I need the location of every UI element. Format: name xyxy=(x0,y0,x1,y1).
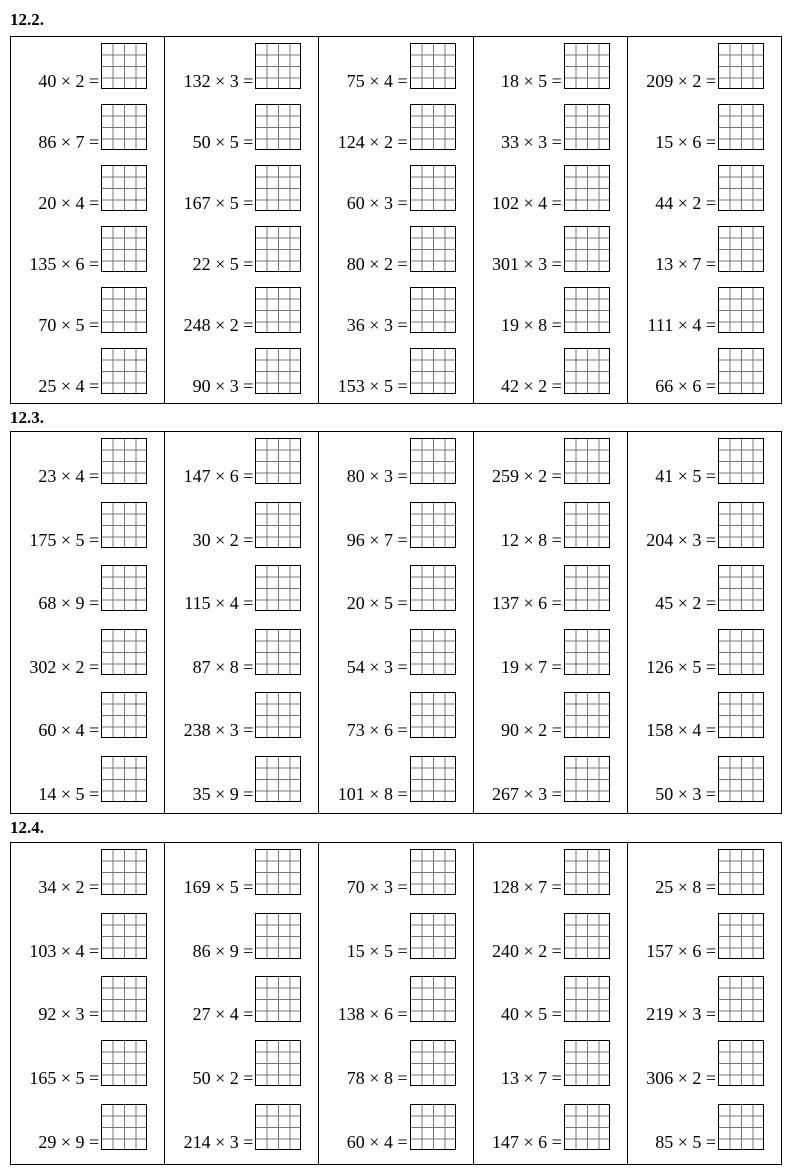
problem xyxy=(501,1038,610,1086)
answer-grid[interactable] xyxy=(410,1104,456,1150)
answer-grid[interactable] xyxy=(255,1040,301,1086)
problem-expression: 50 × 2 = xyxy=(192,1068,254,1088)
answer-grid[interactable] xyxy=(410,104,456,150)
answer-grid[interactable] xyxy=(410,502,456,548)
answer-grid[interactable] xyxy=(564,565,610,611)
answer-grid[interactable] xyxy=(564,104,610,150)
answer-grid[interactable] xyxy=(410,165,456,211)
answer-grid[interactable] xyxy=(410,565,456,611)
problem-expression: 18 × 5 = xyxy=(501,71,562,91)
problem-expression: 70 × 5 = xyxy=(38,315,100,335)
problem-expression: 301 × 3 = xyxy=(492,254,562,274)
problem-expression: 42 × 2 = xyxy=(501,376,562,396)
answer-grid[interactable] xyxy=(101,502,147,548)
problem xyxy=(184,285,302,333)
problem xyxy=(193,224,302,272)
answer-grid[interactable] xyxy=(410,849,456,895)
problem-expression: 132 × 3 = xyxy=(183,71,254,91)
problem xyxy=(492,224,610,272)
answer-grid[interactable] xyxy=(564,849,610,895)
problem xyxy=(184,847,302,895)
problem xyxy=(347,41,456,89)
problem-expression: 30 × 2 = xyxy=(192,530,254,550)
answer-grid[interactable] xyxy=(564,348,610,394)
problem xyxy=(501,41,610,89)
problem xyxy=(184,1102,302,1150)
problem-expression: 70 × 3 = xyxy=(346,877,408,897)
problem-expression: 41 × 5 = xyxy=(655,466,717,486)
problem xyxy=(347,224,456,272)
problem-expression: 153 × 5 = xyxy=(337,376,408,396)
problem xyxy=(193,974,302,1022)
problem xyxy=(655,754,764,802)
problem xyxy=(338,974,456,1022)
problem xyxy=(347,1038,456,1086)
answer-grid[interactable] xyxy=(101,629,147,675)
answer-grid[interactable] xyxy=(718,756,764,802)
exercise-column xyxy=(627,432,781,813)
problem xyxy=(29,911,147,959)
answer-grid[interactable] xyxy=(564,226,610,272)
problem xyxy=(501,627,610,675)
problem-expression: 137 × 6 = xyxy=(492,593,562,613)
problem xyxy=(38,690,147,738)
problem-expression: 209 × 2 = xyxy=(646,71,717,91)
problem xyxy=(646,627,764,675)
problem xyxy=(338,754,456,802)
answer-grid[interactable] xyxy=(101,565,147,611)
problem xyxy=(193,754,302,802)
problem xyxy=(29,224,147,272)
exercise-column xyxy=(473,843,627,1164)
problem xyxy=(38,41,147,89)
problem-expression: 54 × 3 = xyxy=(346,657,408,677)
problem-expression: 165 × 5 = xyxy=(29,1068,100,1088)
answer-grid[interactable] xyxy=(255,502,301,548)
problem-expression: 50 × 5 = xyxy=(192,132,254,152)
problem xyxy=(38,163,147,211)
problem xyxy=(347,847,456,895)
problem xyxy=(646,1038,764,1086)
problem-expression: 96 × 7 = xyxy=(346,530,408,550)
problem-expression: 80 × 2 = xyxy=(346,254,408,274)
exercise-column xyxy=(318,37,472,403)
problem-expression: 103 × 4 = xyxy=(29,941,100,961)
problem-expression: 13 × 7 = xyxy=(501,1068,562,1088)
answer-grid[interactable] xyxy=(410,438,456,484)
problem-expression: 23 × 4 = xyxy=(38,466,100,486)
problem-expression: 90 × 2 = xyxy=(501,720,562,740)
answer-grid[interactable] xyxy=(101,43,147,89)
problem-expression: 35 × 9 = xyxy=(192,784,254,804)
problem-expression: 92 × 3 = xyxy=(38,1004,100,1024)
answer-grid[interactable] xyxy=(718,913,764,959)
problem-expression: 14 × 5 = xyxy=(38,784,100,804)
problem xyxy=(492,436,610,484)
problem-expression: 75 × 4 = xyxy=(346,71,408,91)
answer-grid[interactable] xyxy=(101,849,147,895)
problem-expression: 40 × 5 = xyxy=(501,1004,562,1024)
problem xyxy=(646,690,764,738)
answer-grid[interactable] xyxy=(410,43,456,89)
problem xyxy=(38,346,147,394)
problem-expression: 157 × 6 = xyxy=(646,941,717,961)
problem xyxy=(184,690,302,738)
answer-grid[interactable] xyxy=(564,438,610,484)
exercise-table xyxy=(10,36,782,404)
problem-expression: 19 × 7 = xyxy=(501,657,562,677)
problem-expression: 204 × 3 = xyxy=(646,530,717,550)
answer-grid[interactable] xyxy=(410,348,456,394)
problem-expression: 267 × 3 = xyxy=(492,784,562,804)
problem-expression: 158 × 4 = xyxy=(646,720,717,740)
problem-expression: 115 × 4 = xyxy=(184,593,254,613)
problem-expression: 33 × 3 = xyxy=(501,132,562,152)
problem-expression: 78 × 8 = xyxy=(346,1068,408,1088)
problem-expression: 45 × 2 = xyxy=(655,593,717,613)
problem-expression: 25 × 8 = xyxy=(655,877,717,897)
exercise-column xyxy=(627,843,781,1164)
problem xyxy=(501,500,610,548)
problem-expression: 25 × 4 = xyxy=(38,376,100,396)
problem xyxy=(347,500,456,548)
answer-grid[interactable] xyxy=(718,1104,764,1150)
problem xyxy=(29,1038,147,1086)
answer-grid[interactable] xyxy=(101,165,147,211)
exercise-table xyxy=(10,842,782,1165)
answer-grid[interactable] xyxy=(718,976,764,1022)
answer-grid[interactable] xyxy=(255,756,301,802)
problem-expression: 302 × 2 = xyxy=(29,657,100,677)
problem xyxy=(38,754,147,802)
problem-expression: 15 × 6 = xyxy=(655,132,717,152)
problem-expression: 175 × 5 = xyxy=(29,530,100,550)
exercise-column xyxy=(318,432,472,813)
problem-expression: 214 × 3 = xyxy=(183,1132,254,1152)
problem-expression: 19 × 8 = xyxy=(501,315,562,335)
problem-expression: 167 × 5 = xyxy=(183,193,254,213)
answer-grid[interactable] xyxy=(255,226,301,272)
answer-grid[interactable] xyxy=(718,348,764,394)
answer-grid[interactable] xyxy=(564,287,610,333)
answer-grid[interactable] xyxy=(718,287,764,333)
problem-expression: 240 × 2 = xyxy=(492,941,562,961)
problem xyxy=(492,163,610,211)
problem xyxy=(347,911,456,959)
answer-grid[interactable] xyxy=(718,104,764,150)
problem xyxy=(492,911,610,959)
answer-grid[interactable] xyxy=(718,226,764,272)
problem xyxy=(648,285,764,333)
problem-expression: 27 × 4 = xyxy=(192,1004,254,1024)
problem xyxy=(347,690,456,738)
problem xyxy=(347,1102,456,1150)
problem xyxy=(38,974,147,1022)
problem xyxy=(193,346,302,394)
problem xyxy=(655,102,764,150)
problem xyxy=(38,563,147,611)
problem-expression: 66 × 6 = xyxy=(655,376,717,396)
problem xyxy=(655,1102,764,1150)
answer-grid[interactable] xyxy=(101,976,147,1022)
exercise-column xyxy=(318,843,472,1164)
exercise-column xyxy=(164,37,318,403)
problem-expression: 20 × 5 = xyxy=(346,593,408,613)
problem xyxy=(646,41,764,89)
answer-grid[interactable] xyxy=(718,692,764,738)
answer-grid[interactable] xyxy=(255,438,301,484)
problem xyxy=(492,754,610,802)
exercise-column xyxy=(164,843,318,1164)
problem-expression: 36 × 3 = xyxy=(346,315,408,335)
problem-expression: 15 × 5 = xyxy=(346,941,408,961)
answer-grid[interactable] xyxy=(101,348,147,394)
answer-grid[interactable] xyxy=(101,438,147,484)
answer-grid[interactable] xyxy=(101,913,147,959)
problem xyxy=(184,163,302,211)
answer-grid[interactable] xyxy=(718,629,764,675)
exercise-column xyxy=(473,37,627,403)
problem xyxy=(38,847,147,895)
problem xyxy=(492,1102,610,1150)
problem xyxy=(655,847,764,895)
section-title: 12.3. xyxy=(10,408,44,427)
problem xyxy=(655,163,764,211)
exercise-column xyxy=(11,37,164,403)
answer-grid[interactable] xyxy=(255,348,301,394)
problem xyxy=(347,627,456,675)
answer-grid[interactable] xyxy=(718,1040,764,1086)
answer-grid[interactable] xyxy=(564,629,610,675)
problem-expression: 169 × 5 = xyxy=(183,877,254,897)
problem-expression: 135 × 6 = xyxy=(29,254,100,274)
problem xyxy=(184,436,302,484)
problem-expression: 306 × 2 = xyxy=(646,1068,717,1088)
answer-grid[interactable] xyxy=(564,976,610,1022)
section-title: 12.2. xyxy=(10,10,44,29)
problem-expression: 124 × 2 = xyxy=(337,132,408,152)
problem xyxy=(347,163,456,211)
answer-grid[interactable] xyxy=(410,756,456,802)
section-title: 12.4. xyxy=(10,818,44,837)
answer-grid[interactable] xyxy=(101,226,147,272)
answer-grid[interactable] xyxy=(101,1040,147,1086)
answer-grid[interactable] xyxy=(255,692,301,738)
answer-grid[interactable] xyxy=(101,756,147,802)
problem xyxy=(347,563,456,611)
problem-expression: 219 × 3 = xyxy=(646,1004,717,1024)
problem xyxy=(501,346,610,394)
answer-grid[interactable] xyxy=(564,913,610,959)
exercise-column xyxy=(11,432,164,813)
problem-expression: 138 × 6 = xyxy=(337,1004,408,1024)
problem-expression: 60 × 4 = xyxy=(346,1132,408,1152)
problem-expression: 259 × 2 = xyxy=(492,466,562,486)
problem-expression: 85 × 5 = xyxy=(655,1132,717,1152)
problem-expression: 73 × 6 = xyxy=(346,720,408,740)
answer-grid[interactable] xyxy=(101,104,147,150)
answer-grid[interactable] xyxy=(255,849,301,895)
problem-expression: 86 × 7 = xyxy=(38,132,100,152)
problem xyxy=(38,1102,147,1150)
problem-expression: 44 × 2 = xyxy=(655,193,717,213)
problem xyxy=(193,1038,302,1086)
problem-expression: 80 × 3 = xyxy=(346,466,408,486)
problem-expression: 111 × 4 = xyxy=(647,315,717,335)
problem xyxy=(29,627,147,675)
problem xyxy=(193,911,302,959)
problem-expression: 34 × 2 = xyxy=(38,877,100,897)
answer-grid[interactable] xyxy=(255,629,301,675)
answer-grid[interactable] xyxy=(718,502,764,548)
answer-grid[interactable] xyxy=(255,976,301,1022)
problem-expression: 60 × 4 = xyxy=(38,720,100,740)
answer-grid[interactable] xyxy=(718,438,764,484)
problem-expression: 238 × 3 = xyxy=(183,720,254,740)
exercise-table xyxy=(10,431,782,814)
answer-grid[interactable] xyxy=(718,165,764,211)
answer-grid[interactable] xyxy=(410,1040,456,1086)
problem xyxy=(29,500,147,548)
answer-grid[interactable] xyxy=(564,502,610,548)
problem xyxy=(193,627,302,675)
answer-grid[interactable] xyxy=(410,692,456,738)
problem xyxy=(347,285,456,333)
problem-expression: 90 × 3 = xyxy=(192,376,254,396)
problem-expression: 147 × 6 = xyxy=(183,466,254,486)
problem xyxy=(338,102,456,150)
answer-grid[interactable] xyxy=(255,104,301,150)
answer-grid[interactable] xyxy=(718,43,764,89)
problem xyxy=(655,563,764,611)
problem-expression: 20 × 4 = xyxy=(38,193,100,213)
answer-grid[interactable] xyxy=(255,913,301,959)
answer-grid[interactable] xyxy=(255,1104,301,1150)
exercise-column xyxy=(11,843,164,1164)
answer-grid[interactable] xyxy=(410,226,456,272)
answer-grid[interactable] xyxy=(564,1104,610,1150)
problem-expression: 102 × 4 = xyxy=(492,193,562,213)
problem-expression: 40 × 2 = xyxy=(38,71,100,91)
problem-expression: 50 × 3 = xyxy=(655,784,717,804)
answer-grid[interactable] xyxy=(255,565,301,611)
answer-grid[interactable] xyxy=(718,849,764,895)
problem xyxy=(655,346,764,394)
problem xyxy=(655,224,764,272)
answer-grid[interactable] xyxy=(410,976,456,1022)
answer-grid[interactable] xyxy=(564,692,610,738)
problem-expression: 29 × 9 = xyxy=(38,1132,100,1152)
problem xyxy=(646,500,764,548)
problem xyxy=(184,41,302,89)
problem-expression: 87 × 8 = xyxy=(192,657,254,677)
answer-grid[interactable] xyxy=(101,287,147,333)
answer-grid[interactable] xyxy=(255,165,301,211)
problem xyxy=(347,436,456,484)
exercise-column xyxy=(627,37,781,403)
answer-grid[interactable] xyxy=(255,287,301,333)
problem xyxy=(193,102,302,150)
answer-grid[interactable] xyxy=(410,629,456,675)
answer-grid[interactable] xyxy=(564,165,610,211)
problem-expression: 12 × 8 = xyxy=(501,530,562,550)
problem xyxy=(501,285,610,333)
problem xyxy=(492,563,610,611)
answer-grid[interactable] xyxy=(564,756,610,802)
problem-expression: 13 × 7 = xyxy=(655,254,717,274)
answer-grid[interactable] xyxy=(410,287,456,333)
problem xyxy=(646,974,764,1022)
exercise-column xyxy=(473,432,627,813)
problem-expression: 101 × 8 = xyxy=(337,784,408,804)
answer-grid[interactable] xyxy=(410,913,456,959)
problem xyxy=(38,102,147,150)
problem-expression: 60 × 3 = xyxy=(346,193,408,213)
problem-expression: 128 × 7 = xyxy=(492,877,562,897)
answer-grid[interactable] xyxy=(255,43,301,89)
problem-expression: 147 × 6 = xyxy=(492,1132,562,1152)
problem xyxy=(38,285,147,333)
exercise-column xyxy=(164,432,318,813)
answer-grid[interactable] xyxy=(101,1104,147,1150)
problem xyxy=(501,974,610,1022)
problem xyxy=(501,690,610,738)
problem-expression: 22 × 5 = xyxy=(192,254,254,274)
problem xyxy=(646,911,764,959)
problem xyxy=(501,102,610,150)
answer-grid[interactable] xyxy=(564,43,610,89)
problem xyxy=(492,847,610,895)
problem-expression: 248 × 2 = xyxy=(183,315,254,335)
problem-expression: 86 × 9 = xyxy=(192,941,254,961)
problem xyxy=(338,346,456,394)
problem xyxy=(184,563,301,611)
answer-grid[interactable] xyxy=(101,692,147,738)
answer-grid[interactable] xyxy=(564,1040,610,1086)
problem-expression: 68 × 9 = xyxy=(38,593,100,613)
problem-expression: 126 × 5 = xyxy=(646,657,717,677)
answer-grid[interactable] xyxy=(718,565,764,611)
problem xyxy=(193,500,302,548)
problem xyxy=(655,436,764,484)
problem xyxy=(38,436,147,484)
